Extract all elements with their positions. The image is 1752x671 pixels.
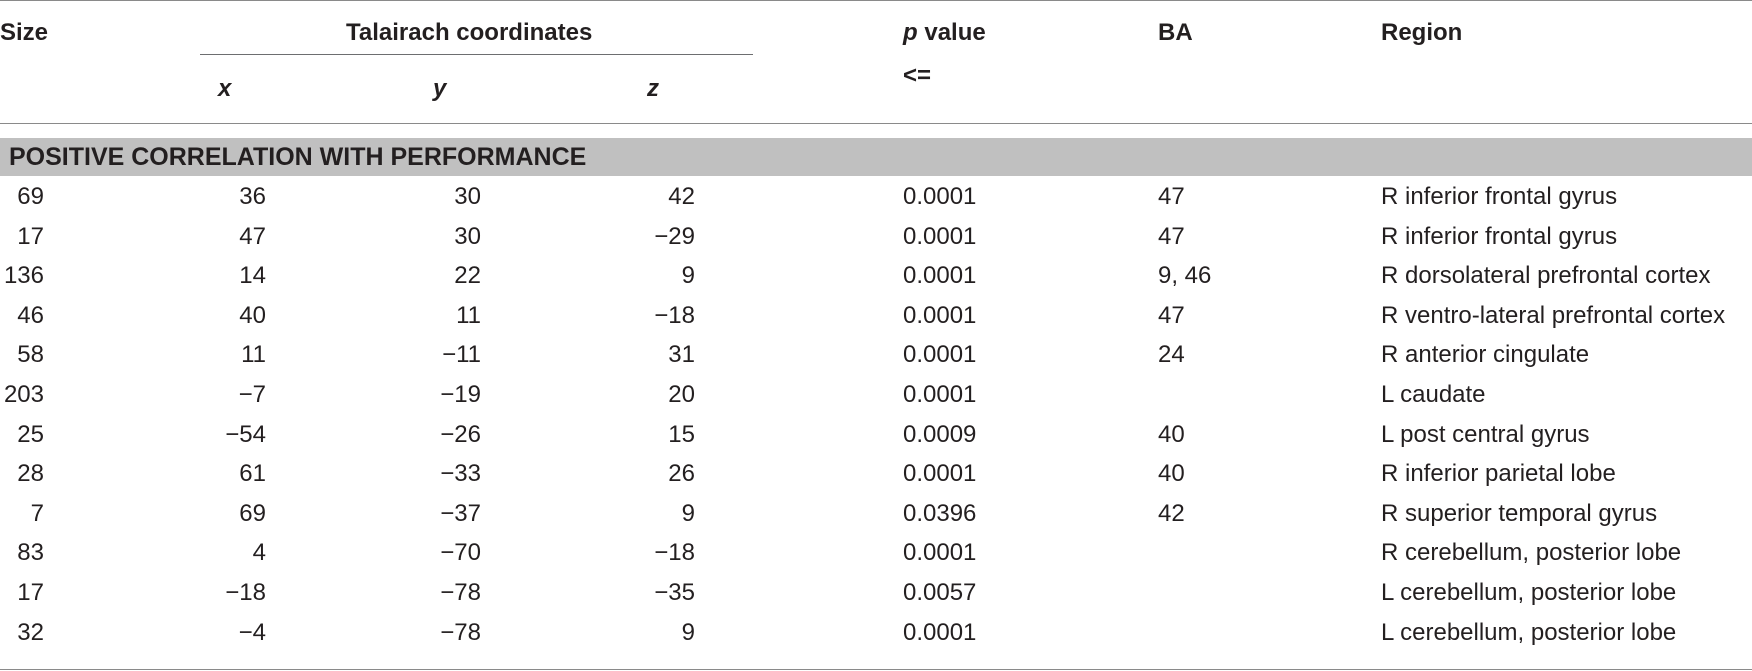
table-row (0, 613, 1752, 653)
cell-ba: 42 (1158, 499, 1185, 527)
cell-size: 203 (3, 381, 44, 408)
cell-p-value: 0.0001 (903, 341, 977, 369)
cell-p-value: 0.0001 (903, 222, 977, 250)
cell-z: 20 (668, 381, 695, 408)
cell-region: R inferior frontal gyrus (1381, 222, 1618, 250)
cell-z: 9 (681, 499, 695, 527)
cell-z: −29 (654, 222, 695, 250)
cell-x: 40 (239, 301, 266, 329)
cell-size: 17 (17, 579, 44, 606)
cell-x: 61 (239, 460, 266, 488)
cell-y: −37 (440, 499, 481, 527)
cell-y: −33 (440, 460, 481, 488)
cell-size: 136 (3, 262, 44, 290)
cell-x: 14 (239, 262, 266, 290)
cell-size: 32 (17, 618, 44, 646)
cell-x: −4 (238, 618, 266, 646)
cell-p-value: 0.0009 (903, 420, 977, 448)
header-p-value: p value (903, 19, 986, 46)
table-row (0, 177, 1752, 217)
header-rule (0, 123, 1752, 124)
cell-z: 31 (668, 341, 695, 369)
table-row (0, 415, 1752, 455)
cell-p-value: 0.0396 (903, 499, 977, 527)
header-x: x (218, 75, 232, 102)
cell-x: 4 (252, 539, 266, 567)
cell-p-value: 0.0001 (903, 381, 977, 408)
header-z: z (647, 75, 659, 102)
cell-y: −78 (440, 579, 481, 606)
header-talairach: Talairach coordinates (346, 19, 593, 46)
cell-region: R inferior frontal gyrus (1381, 183, 1618, 210)
cell-size: 58 (17, 341, 44, 369)
cell-ba: 24 (1158, 341, 1185, 369)
cell-x: −7 (238, 381, 266, 408)
cell-region: R anterior cingulate (1381, 341, 1590, 369)
cell-ba: 40 (1158, 420, 1185, 448)
cell-size: 83 (17, 539, 44, 567)
cell-x: −54 (225, 420, 266, 448)
cell-z: 42 (668, 183, 695, 210)
cell-z: −18 (654, 301, 695, 329)
cell-p-value: 0.0001 (903, 460, 977, 488)
bottom-rule (0, 669, 1752, 670)
cell-size: 17 (17, 222, 44, 250)
header-ba: BA (1158, 19, 1193, 46)
cell-region: L cerebellum, posterior lobe (1381, 618, 1677, 646)
cell-region: R ventro-lateral prefrontal cortex (1381, 301, 1726, 329)
cell-z: 9 (681, 262, 695, 290)
cell-p-value: 0.0001 (903, 618, 977, 646)
cell-x: 69 (239, 499, 266, 527)
header-y: y (433, 75, 447, 102)
cell-z: 26 (668, 460, 695, 488)
header-size: Size (0, 19, 49, 46)
cell-y: 30 (454, 222, 481, 250)
table-row (0, 217, 1752, 257)
cell-region: R inferior parietal lobe (1381, 460, 1616, 488)
cell-y: −19 (440, 381, 481, 408)
cell-y: 30 (454, 183, 481, 210)
cell-z: −35 (654, 579, 695, 606)
cell-p-value: 0.0057 (903, 579, 977, 606)
table-row (0, 533, 1752, 573)
section-band (0, 138, 1752, 176)
cell-y: 11 (456, 301, 481, 329)
cell-size: 69 (17, 183, 44, 210)
cell-region: L caudate (1381, 381, 1486, 408)
cell-p-value: 0.0001 (903, 183, 977, 210)
cell-y: −70 (440, 539, 481, 567)
cell-p-value: 0.0001 (903, 262, 977, 290)
table-row (0, 454, 1752, 494)
cell-x: 47 (239, 222, 266, 250)
cell-z: 9 (681, 618, 695, 646)
table-row (0, 296, 1752, 336)
cell-ba: 40 (1158, 460, 1185, 488)
table-row (0, 335, 1752, 375)
cell-size: 28 (17, 460, 44, 488)
header-region: Region (1381, 19, 1463, 46)
cell-region: L cerebellum, posterior lobe (1381, 579, 1677, 606)
cell-ba: 47 (1158, 301, 1185, 329)
cell-x: −18 (225, 579, 266, 606)
header-p-operator: <= (903, 62, 932, 89)
cell-p-value: 0.0001 (903, 539, 977, 567)
section-label: POSITIVE CORRELATION WITH PERFORMANCE (9, 143, 587, 171)
cell-region: R dorsolateral prefrontal cortex (1381, 262, 1711, 290)
cell-size: 25 (17, 420, 44, 448)
cell-ba: 47 (1158, 183, 1185, 210)
cell-z: 15 (668, 420, 695, 448)
table-row (0, 573, 1752, 613)
table-row (0, 256, 1752, 296)
cell-x: 36 (239, 183, 266, 210)
cell-region: R cerebellum, posterior lobe (1381, 539, 1682, 567)
table-row (0, 494, 1752, 534)
cell-region: R superior temporal gyrus (1381, 499, 1658, 527)
top-rule (0, 0, 1752, 1)
cell-y: −78 (440, 618, 481, 646)
cell-y: −11 (442, 341, 481, 369)
table-row (0, 375, 1752, 415)
cell-ba: 9, 46 (1158, 262, 1212, 290)
cell-region: L post central gyrus (1381, 420, 1590, 448)
cell-y: 22 (454, 262, 481, 290)
cell-y: −26 (440, 420, 481, 448)
talairach-underline (200, 54, 753, 55)
cell-size: 7 (30, 499, 44, 527)
cell-size: 46 (17, 301, 44, 329)
cell-p-value: 0.0001 (903, 301, 977, 329)
cell-ba: 47 (1158, 222, 1185, 250)
cell-x: 11 (241, 341, 266, 369)
cell-z: −18 (654, 539, 695, 567)
